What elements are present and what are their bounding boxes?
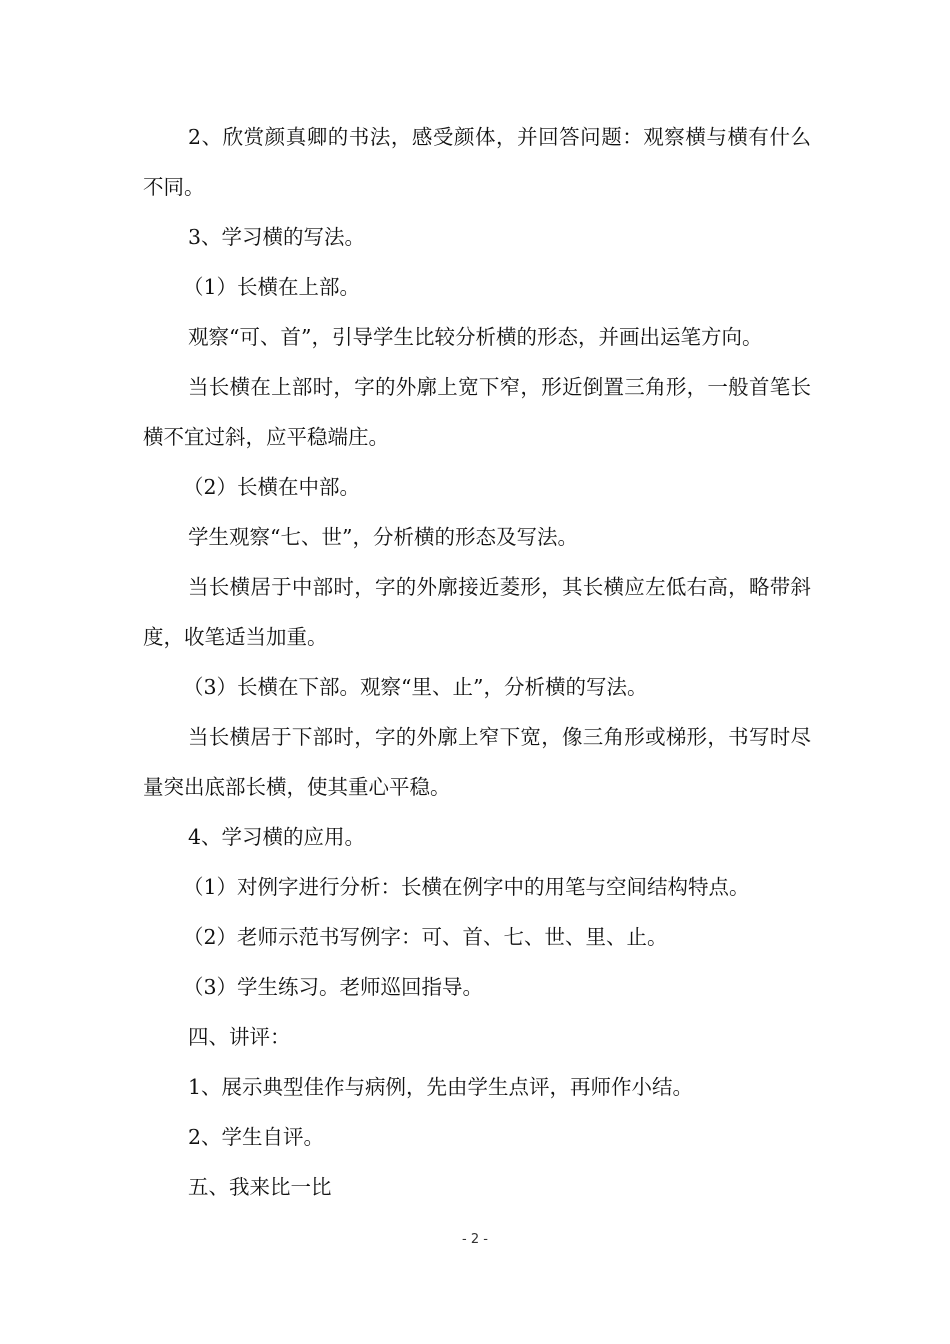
paragraph-self-review: 2、学生自评。 <box>188 1125 325 1149</box>
document-body <box>143 112 811 1212</box>
paragraph-heng-application: 4、学习横的应用。 <box>188 825 366 849</box>
paragraph-learn-heng: 3、学习横的写法。 <box>188 225 366 249</box>
paragraph-heng-top: （1）长横在上部。 <box>183 275 361 299</box>
paragraph-teacher-demo: （2）老师示范书写例字：可、首、七、世、里、止。 <box>183 925 668 949</box>
paragraph-appreciate-yan: 2、欣赏颜真卿的书法，感受颜体，并回答问题：观察横与横有什么不同。 <box>143 125 811 199</box>
paragraph-heng-top-explain: 当长横在上部时，字的外廓上宽下窄，形近倒置三角形，一般首笔长横不宜过斜，应平稳端庄。 <box>143 375 811 449</box>
paragraph-show-works: 1、展示典型佳作与病例，先由学生点评，再师作小结。 <box>188 1075 694 1099</box>
paragraph-section-review: 四、讲评： <box>188 1025 291 1049</box>
page-number: - 2 - <box>462 1232 488 1247</box>
paragraph-heng-bottom: （3）长横在下部。观察“里、止”，分析横的写法。 <box>183 675 648 699</box>
paragraph-section-compare: 五、我来比一比 <box>188 1175 332 1199</box>
paragraph-heng-bottom-explain: 当长横居于下部时，字的外廓上窄下宽，像三角形或梯形，书写时尽量突出底部长横，使其重心平稳。 <box>143 725 811 799</box>
paragraph-heng-middle-explain: 当长横居于中部时，字的外廓接近菱形，其长横应左低右高，略带斜度，收笔适当加重。 <box>143 575 811 649</box>
paragraph-student-practice: （3）学生练习。老师巡回指导。 <box>183 975 484 999</box>
paragraph-analyze-examples: （1）对例字进行分析：长横在例字中的用笔与空间结构特点。 <box>183 875 750 899</box>
paragraph-heng-middle: （2）长横在中部。 <box>183 475 361 499</box>
paragraph-observe-qi-shi: 学生观察“七、世”，分析横的形态及写法。 <box>188 525 578 549</box>
paragraph-observe-ke-shou: 观察“可、首”，引导学生比较分析横的形态，并画出运笔方向。 <box>188 325 763 349</box>
